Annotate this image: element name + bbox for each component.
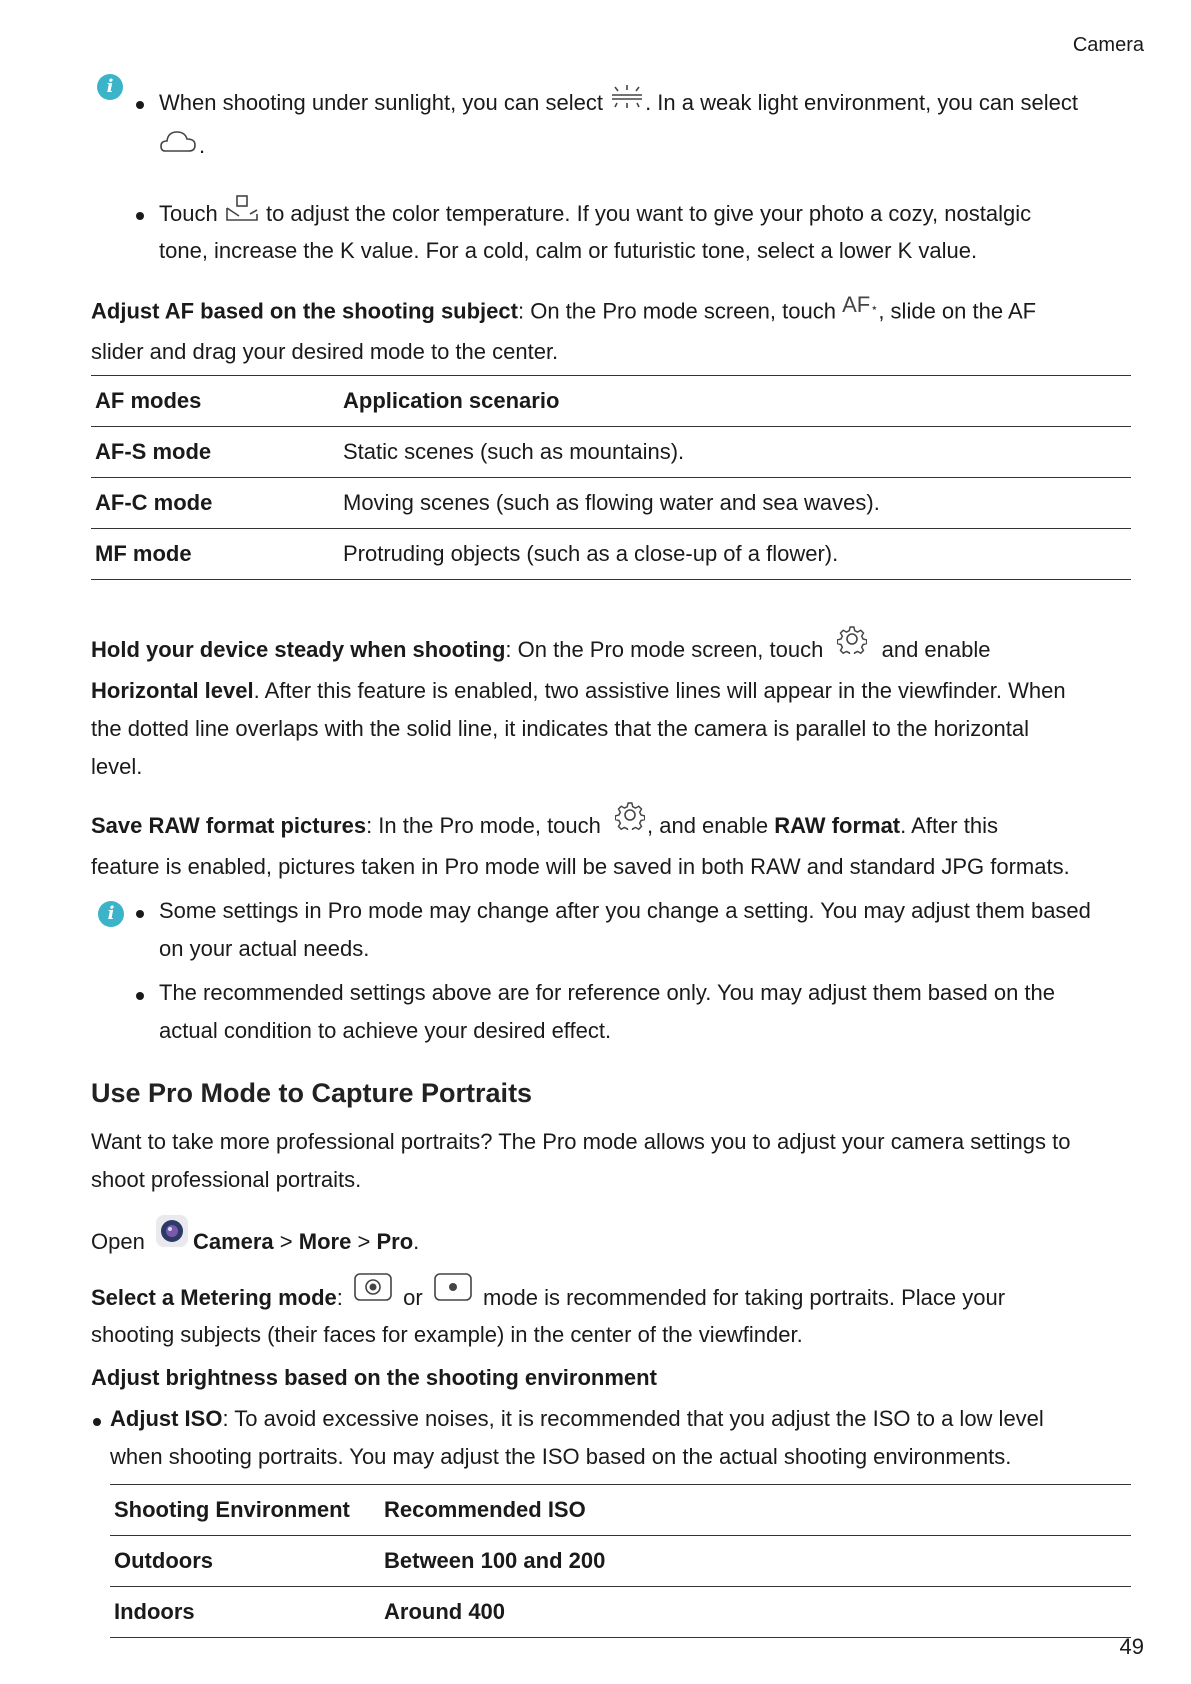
camera-app-icon[interactable] — [155, 1214, 189, 1260]
portraits-intro-l2: shoot professional portraits. — [91, 1167, 362, 1192]
metering-colon: : — [336, 1284, 343, 1310]
bullet-dot — [136, 101, 144, 109]
portraits-intro-l1: Want to take more professional portraits? The Pro mode allows you to adjust your camera settings to — [91, 1129, 1071, 1154]
table-row — [91, 427, 1131, 478]
raw-post: . After this — [900, 812, 998, 838]
note1-b2-post: to adjust the color temperature. If you want to give your photo a cozy, nostalgic — [265, 200, 1032, 226]
table-header-row — [110, 1485, 1131, 1536]
af-icon-text: AF — [842, 292, 871, 317]
sunlight-wb-icon — [609, 83, 645, 125]
raw-bold2: RAW format — [774, 812, 901, 838]
iso-bold: Adjust ISO — [110, 1406, 223, 1431]
note1-b2-pre: Touch — [159, 200, 218, 226]
period: . — [413, 1228, 420, 1254]
table-header-cell: Application scenario — [339, 376, 1131, 427]
running-header: Camera — [1072, 34, 1144, 56]
table-cell: Indoors — [110, 1587, 380, 1638]
note2-b1-l2: on your actual needs. — [159, 936, 370, 961]
note2-b2-l1: The recommended settings above are for reference only. You may adjust them based on the — [159, 980, 1056, 1005]
table-row — [91, 529, 1131, 580]
af-paragraph — [91, 292, 1131, 371]
metering-post: mode is recommended for taking portraits. Place your — [482, 1284, 1006, 1310]
af-icon: AF⋆ — [842, 292, 879, 317]
raw-pre: : In the Pro mode, touch — [366, 812, 601, 838]
bullet-dot — [136, 992, 144, 1000]
info-icon: i — [97, 74, 123, 100]
settings-gear-icon — [837, 624, 867, 666]
note1-bullet2 — [159, 194, 1139, 236]
table-cell: Around 400 — [380, 1587, 1131, 1638]
note1-b2-line2: tone, increase the K value. For a cold, calm or futuristic tone, select a lower K value. — [159, 238, 978, 263]
bullet-dot — [93, 1418, 101, 1426]
note1-bullet1-cont — [159, 126, 205, 168]
table-row — [110, 1587, 1131, 1638]
af-line2: slider and drag your desired mode to the center. — [91, 339, 559, 364]
more-link[interactable]: More — [298, 1228, 352, 1254]
spot-metering-icon — [433, 1272, 473, 1314]
metering-bold: Select a Metering mode — [91, 1284, 337, 1310]
steady-rest2: the dotted line overlaps with the solid line, it indicates that the camera is parallel to the horizontal — [91, 716, 1029, 741]
af-modes-table — [91, 375, 1131, 580]
iso-line1 — [110, 1400, 1044, 1438]
table-cell: Between 100 and 200 — [380, 1536, 1131, 1587]
note2-b1-l1: Some settings in Pro mode may change after you change a setting. You may adjust them based — [159, 898, 1091, 923]
table-header-row — [91, 376, 1131, 427]
metering-line1 — [91, 1278, 1005, 1320]
af-post: , slide on the AF — [878, 298, 1037, 324]
iso-table — [110, 1484, 1131, 1638]
pro-link[interactable]: Pro — [376, 1228, 414, 1254]
page-number: 49 — [1119, 1634, 1144, 1659]
open-camera-path — [91, 1220, 419, 1266]
note1-bullet1 — [159, 83, 1139, 125]
note1-b1-mid: . In a weak light environment, you can select — [645, 89, 1078, 115]
brightness-heading: Adjust brightness based on the shooting environment — [91, 1365, 657, 1390]
raw-bold: Save RAW format pictures — [91, 812, 367, 838]
table-header-cell: Recommended ISO — [380, 1485, 1131, 1536]
table-header-cell: AF modes — [91, 376, 339, 427]
table-cell: Static scenes (such as mountains). — [339, 427, 1131, 478]
bullet-dot — [136, 212, 144, 220]
table-cell: Outdoors — [110, 1536, 380, 1587]
info-icon: i — [98, 901, 124, 927]
camera-link[interactable]: Camera — [192, 1228, 274, 1254]
color-temperature-icon — [224, 194, 260, 236]
raw-paragraph — [91, 806, 1131, 886]
settings-gear-icon — [615, 800, 645, 842]
metering-line2: shooting subjects (their faces for example) in the center of the viewfinder. — [91, 1322, 803, 1347]
af-pre: : On the Pro mode screen, touch — [517, 298, 836, 324]
path-separator: > — [357, 1228, 371, 1254]
iso-line2: when shooting portraits. You may adjust the ISO based on the actual shooting environments. — [110, 1444, 1012, 1469]
steady-pre: : On the Pro mode screen, touch — [505, 636, 824, 662]
table-row — [110, 1536, 1131, 1587]
iso-l1: : To avoid excessive noises, it is recommended that you adjust the ISO to a low level — [222, 1406, 1044, 1431]
steady-bold: Hold your device steady when shooting — [91, 636, 506, 662]
cloudy-wb-icon — [159, 126, 199, 168]
af-bold: Adjust AF based on the shooting subject — [91, 298, 518, 324]
section-heading: Use Pro Mode to Capture Portraits — [91, 1078, 533, 1108]
table-cell: MF mode — [91, 529, 339, 580]
path-separator: > — [279, 1228, 293, 1254]
metering-or: or — [403, 1284, 423, 1310]
steady-rest1: . After this feature is enabled, two assistive lines will appear in the viewfinder. When — [253, 678, 1066, 703]
open-label: Open — [91, 1228, 145, 1254]
steady-bold2: Horizontal level — [91, 678, 254, 703]
steady-post: and enable — [881, 636, 991, 662]
table-header-cell: Shooting Environment — [110, 1485, 380, 1536]
note1-b1-pre: When shooting under sunlight, you can select — [159, 89, 603, 115]
note1-b1-end: . — [199, 132, 206, 158]
steady-paragraph — [91, 630, 1131, 786]
table-row — [91, 478, 1131, 529]
table-cell: AF-C mode — [91, 478, 339, 529]
raw-line2: feature is enabled, pictures taken in Pro mode will be saved in both RAW and standard JPG formats. — [91, 854, 1070, 879]
table-cell: AF-S mode — [91, 427, 339, 478]
raw-mid: , and enable — [647, 812, 769, 838]
table-cell: Moving scenes (such as flowing water and sea waves). — [339, 478, 1131, 529]
steady-rest3: level. — [91, 754, 143, 779]
center-weighted-metering-icon — [353, 1272, 393, 1314]
note2-b2-l2: actual condition to achieve your desired effect. — [159, 1018, 612, 1043]
table-cell: Protruding objects (such as a close-up of a flower). — [339, 529, 1131, 580]
bullet-dot — [136, 910, 144, 918]
